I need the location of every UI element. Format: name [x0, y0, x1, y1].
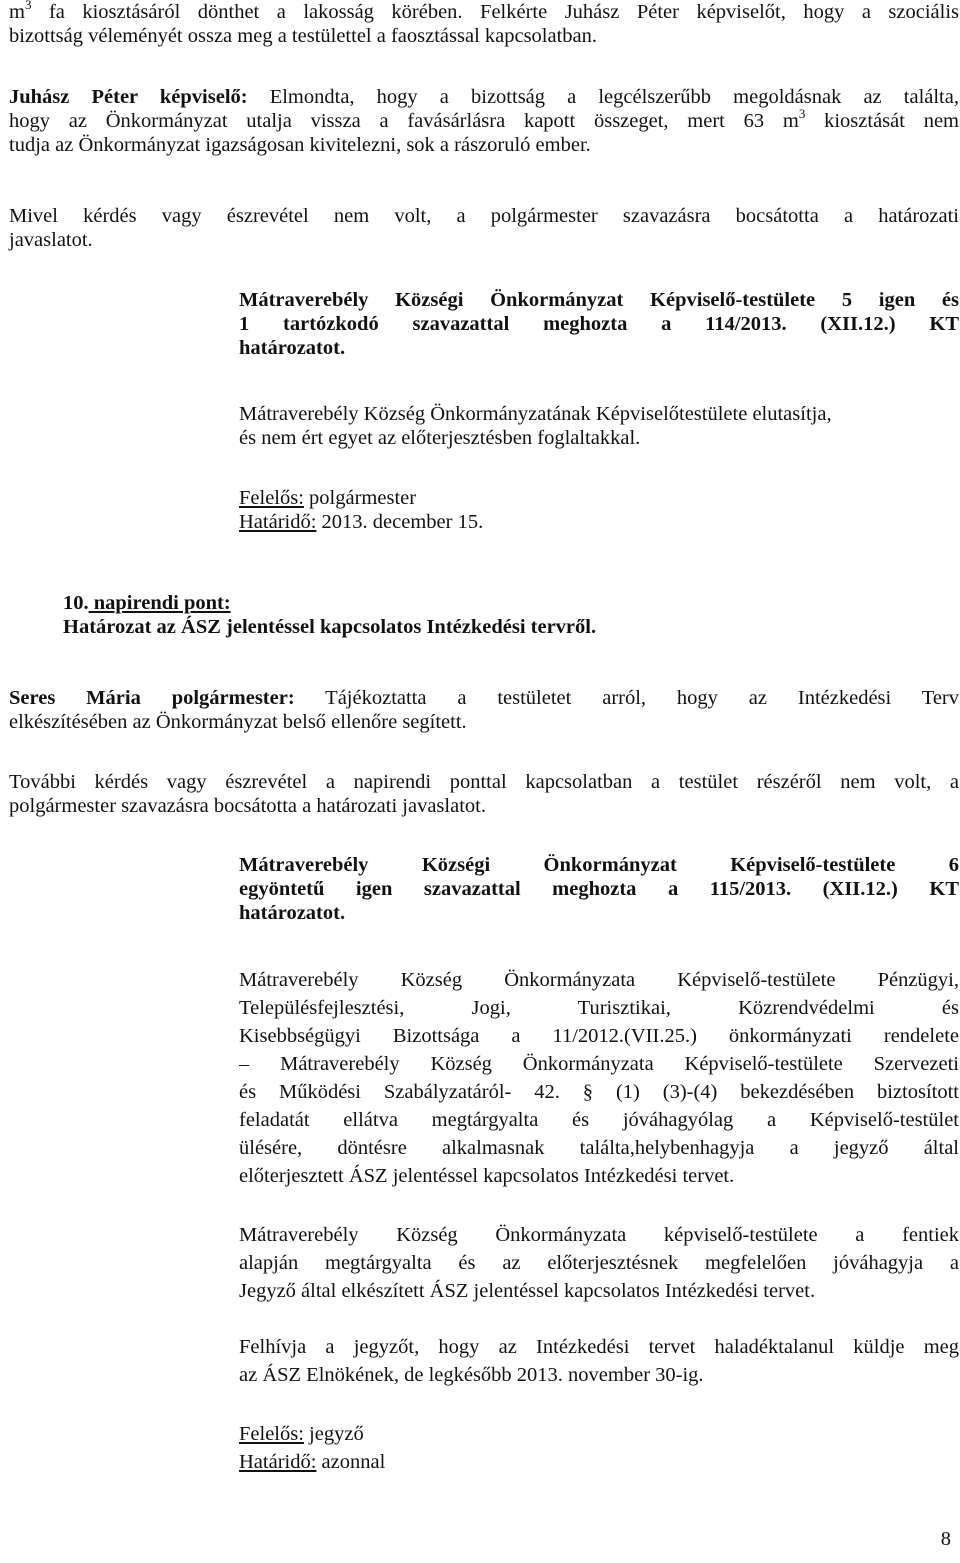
resolution-114-heading: Mátraverebély Községi Önkormányzat Képviselő-testülete 5 igen és 1 tartózkodó szavazattal meghozta a 114/2013. (XII.12.) KT határozatot. — [239, 289, 959, 359]
responsible-line: Felelős: polgármester — [239, 487, 417, 509]
vote-intro-paragraph — [9, 204, 959, 252]
juhasz-line-2: hogy az Önkormányzat utalja vissza a favásárlásra kapott összeget, mert 63 $m^3$ kiosztását nem — [9, 106, 960, 132]
further-paragraph: További kérdés vagy észrevétel a napirendi ponttal kapcsolatban a testület részéről nem volt, a polgármester szavazásra bocsátotta a határozati javaslatot. — [9, 771, 959, 817]
seres-paragraph: Seres Mária polgármester: Tájékoztatta a testületet arról, hogy az Intézkedési Terv elkészítésében az Önkormányzat belső ellenőre segített. — [9, 687, 959, 733]
resolution-115-para-1: Mátraverebély Község Önkormányzata Képviselő-testülete Pénzügyi, Településfejlesztési, Jogi, Turisztikai, Közrendvédelmi és Kisebbségügyi Bizottsága a 11/2012.(VII.25.) önkormányzati rendelete – Mátraverebély Község Önkormányzata Képviselő-testülete Szervezeti és Működési Szabályzatáról- 42. § (1) (3)-(4) bekezdésében biztosított feladatát ellátva megtárgyalta és jóváhagyólag a Képviselő-testület ülésére, döntésre alkalmasnak találta,helybenhagyja a jegyző által előterjesztett ÁSZ jelentéssel kapcsolatos Intézkedési tervet. — [239, 969, 959, 1187]
juhasz-line-1: Juhász Péter képviselő: Elmondta, hogy a bizottság a legcélszerűbb megoldásnak az találta, — [9, 86, 959, 108]
responsible-line: Felelős: jegyző — [239, 1423, 364, 1445]
intro-line-2: bizottság véleményét ossza meg a testülettel a faosztással kapcsolatban. — [9, 25, 598, 47]
agenda-title: Határozat az ÁSZ jelentéssel kapcsolatos Intézkedési tervről. — [63, 616, 597, 638]
resolution-114-responsible — [239, 486, 959, 534]
page-number: 8 — [940, 1528, 951, 1550]
intro-paragraph — [9, 0, 959, 48]
agenda-item-10 — [63, 591, 959, 639]
resolution-115-responsible — [239, 1422, 959, 1474]
juhasz-paragraph — [9, 85, 959, 157]
deadline-line: Határidő: azonnal — [239, 1451, 386, 1473]
speaker-name: Juhász Péter képviselő: — [9, 86, 248, 108]
speaker-name: Seres Mária polgármester: — [9, 687, 295, 709]
resolution-115-para-2: Mátraverebély Község Önkormányzata képviselő-testülete a fentiek alapján megtárgyalta és az előterjesztésnek megfelelően jóváhagyja a Jegyző által elkészített ÁSZ jelentéssel kapcsolatos Intézkedési tervet. — [239, 1224, 959, 1302]
vote-intro-line-2: javaslatot. — [9, 229, 93, 251]
resolution-115-heading: Mátraverebély Községi Önkormányzat Képviselő-testülete 6 egyöntetű igen szavazattal meghozta a 115/2013. (XII.12.) KT határozatot. — [239, 854, 959, 924]
vote-intro-line-1: Mivel kérdés vagy észrevétel nem volt, a polgármester szavazásra bocsátotta a határozati — [9, 205, 959, 227]
deadline-line: Határidő: 2013. december 15. — [239, 511, 484, 533]
intro-line-1: $m^3$ fa kiosztásáról dönthet a lakosság körében. Felkérte Juhász Péter képviselőt, hogy a szociális — [9, 0, 959, 23]
juhasz-line-3: tudja az Önkormányzat igazságosan kivitelezni, sok a rászoruló ember. — [9, 134, 591, 156]
resolution-114-body: Mátraverebély Község Önkormányzatának Képviselőtestülete elutasítja, és nem ért egyet az előterjesztésben foglaltakkal. — [239, 403, 832, 449]
agenda-heading: 10. napirendi pont: — [63, 592, 231, 614]
resolution-115-para-3: Felhívja a jegyzőt, hogy az Intézkedési tervet haladéktalanul küldje meg az ÁSZ Elnökének, de legkésőbb 2013. november 30-ig. — [239, 1336, 959, 1386]
